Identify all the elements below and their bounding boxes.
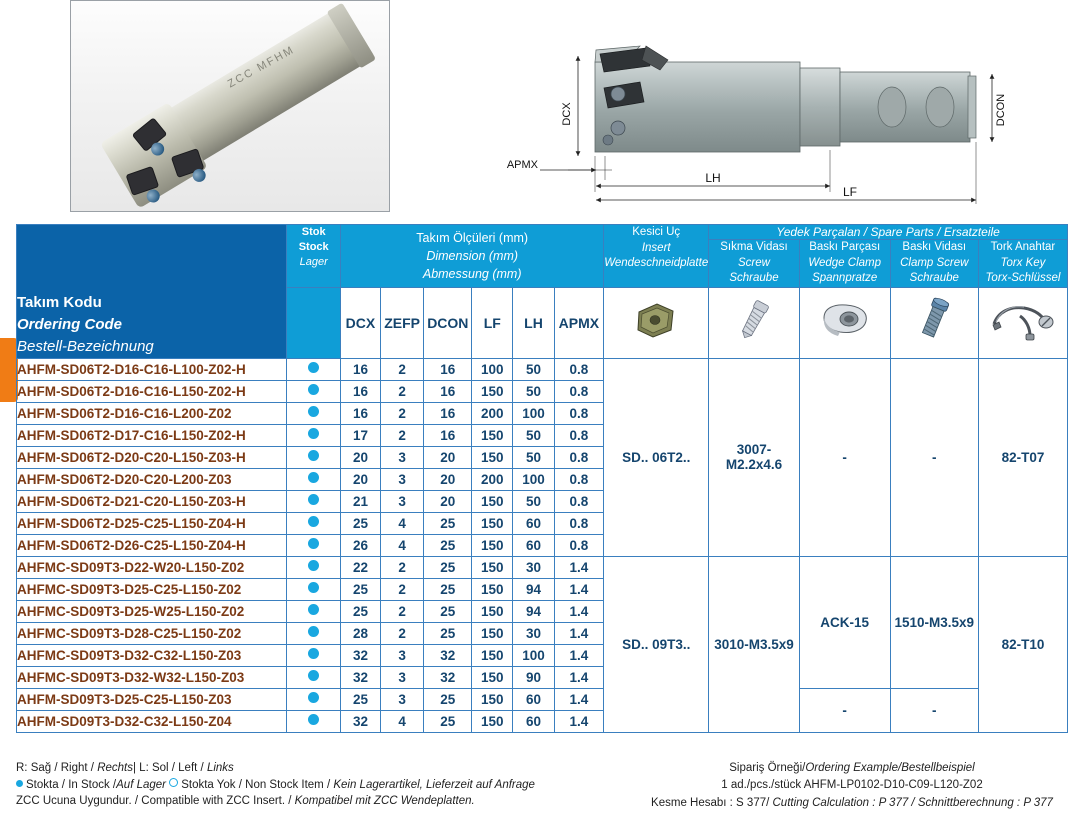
in-stock-dot bbox=[308, 648, 319, 659]
row-zefp: 2 bbox=[380, 358, 424, 380]
clamp-screw-header-de: Schraube bbox=[909, 272, 959, 285]
row-dcx: 25 bbox=[341, 578, 381, 600]
row-apmx: 0.8 bbox=[554, 424, 604, 446]
clamp-screw-header-en: Clamp Screw bbox=[900, 256, 969, 269]
row-lh: 60 bbox=[513, 710, 554, 732]
row-zefp: 4 bbox=[380, 534, 424, 556]
torx-key-picture bbox=[978, 287, 1067, 358]
in-stock-dot bbox=[308, 604, 319, 615]
row-lh: 30 bbox=[513, 556, 554, 578]
group-wedge: - bbox=[799, 688, 890, 732]
dim-label-apmx: APMX bbox=[506, 159, 538, 171]
row-lh: 60 bbox=[513, 534, 554, 556]
row-code[interactable]: AHFM-SD09T3-D25-C25-L150-Z03 bbox=[17, 688, 287, 710]
group-torx-key: 82-T10 bbox=[978, 556, 1067, 732]
row-zefp: 2 bbox=[380, 622, 424, 644]
in-stock-dot bbox=[308, 406, 319, 417]
dimensions-header-de: Abmessung (mm) bbox=[422, 266, 522, 281]
ordering-table bbox=[16, 224, 1068, 733]
group-wedge: ACK-15 bbox=[799, 556, 890, 688]
group-insert: SD.. 06T2.. bbox=[604, 358, 709, 556]
group-torx-key: 82-T07 bbox=[978, 358, 1067, 556]
in-stock-dot bbox=[308, 626, 319, 637]
row-apmx: 0.8 bbox=[554, 490, 604, 512]
cutting-calc-en: Cutting Calculation : P 377 / bbox=[772, 796, 918, 809]
footer-compat-tr: ZCC Ucuna Uygundur. / bbox=[16, 795, 142, 808]
row-zefp: 3 bbox=[380, 468, 424, 490]
in-stock-dot bbox=[308, 538, 319, 549]
dimensions-header-en: Dimension (mm) bbox=[426, 248, 519, 263]
row-apmx: 1.4 bbox=[554, 710, 604, 732]
row-dcon: 25 bbox=[424, 710, 472, 732]
row-stock bbox=[287, 490, 341, 512]
row-zefp: 2 bbox=[380, 578, 424, 600]
ordering-example-value: 1 ad./pcs./stück AHFM-LP0102-D10-C09-L120-Z02 bbox=[721, 779, 983, 792]
in-stock-dot bbox=[308, 472, 319, 483]
footer-nonstock-en: Non Stock Item / bbox=[245, 778, 334, 791]
row-lf: 200 bbox=[472, 468, 513, 490]
clamp-screw-header bbox=[890, 240, 978, 288]
row-stock bbox=[287, 710, 341, 732]
row-lh: 60 bbox=[513, 688, 554, 710]
wedge-clamp-picture bbox=[799, 287, 890, 358]
wedge-header-en: Wedge Clamp bbox=[808, 256, 881, 269]
row-lf: 100 bbox=[472, 358, 513, 380]
row-lh: 94 bbox=[513, 600, 554, 622]
wedge-header-tr: Baskı Parçası bbox=[809, 241, 881, 253]
row-dcx: 32 bbox=[341, 710, 381, 732]
insert-header-en: Insert bbox=[641, 241, 671, 254]
row-dcx: 26 bbox=[341, 534, 381, 556]
row-lf: 150 bbox=[472, 446, 513, 468]
col-apmx: APMX bbox=[554, 287, 604, 358]
footer-compat-de: Kompatibel mit ZCC Wendeplatten. bbox=[294, 795, 475, 808]
footer-stock-note bbox=[16, 777, 576, 794]
technical-drawing-svg bbox=[500, 10, 1060, 210]
row-zefp: 2 bbox=[380, 380, 424, 402]
row-lf: 150 bbox=[472, 622, 513, 644]
row-dcx: 25 bbox=[341, 688, 381, 710]
in-stock-dot bbox=[308, 516, 319, 527]
row-code[interactable]: AHFMC-SD09T3-D32-C32-L150-Z03 bbox=[17, 644, 287, 666]
dim-label-dcx: DCX bbox=[561, 102, 573, 126]
group-screw: 3010-M3.5x9 bbox=[709, 556, 800, 732]
row-dcon: 32 bbox=[424, 666, 472, 688]
cutting-calc-tr: Kesme Hesabı : S 377/ bbox=[651, 796, 773, 809]
ordering-example-tr: Sipariş Örneği/ bbox=[729, 762, 806, 774]
row-apmx: 0.8 bbox=[554, 468, 604, 490]
spare-parts-de: Ersatzteile bbox=[943, 225, 1000, 239]
row-code[interactable]: AHFMC-SD09T3-D25-W25-L150-Z02 bbox=[17, 600, 287, 622]
table-row[interactable] bbox=[17, 688, 1068, 710]
row-dcx: 32 bbox=[341, 644, 381, 666]
screw-header-de: Schraube bbox=[729, 272, 779, 285]
table-header-row-1 bbox=[17, 225, 1068, 240]
group-wedge: - bbox=[799, 358, 890, 556]
row-code[interactable]: AHFM-SD06T2-D25-C25-L150-Z04-H bbox=[17, 512, 287, 534]
clamp-screw-icon bbox=[914, 296, 954, 344]
insert-picture bbox=[604, 287, 709, 358]
row-zefp: 2 bbox=[380, 424, 424, 446]
product-table bbox=[16, 224, 1068, 733]
table-row[interactable] bbox=[17, 358, 1068, 380]
row-code[interactable]: AHFMC-SD09T3-D28-C25-L150-Z02 bbox=[17, 622, 287, 644]
insert-header-de: Wendeschneidplatte bbox=[604, 257, 709, 270]
screw-header bbox=[709, 240, 800, 288]
row-zefp: 3 bbox=[380, 666, 424, 688]
row-dcon: 25 bbox=[424, 512, 472, 534]
col-dcx: DCX bbox=[341, 287, 381, 358]
row-lf: 150 bbox=[472, 600, 513, 622]
screw-icon bbox=[732, 297, 776, 343]
row-dcon: 16 bbox=[424, 380, 472, 402]
row-zefp: 2 bbox=[380, 402, 424, 424]
in-stock-dot bbox=[308, 582, 319, 593]
technical-drawing bbox=[500, 10, 1060, 210]
row-dcon: 20 bbox=[424, 490, 472, 512]
row-stock bbox=[287, 358, 341, 380]
row-lf: 150 bbox=[472, 578, 513, 600]
row-dcx: 20 bbox=[341, 468, 381, 490]
footer-hand-note bbox=[16, 760, 576, 777]
row-lf: 150 bbox=[472, 556, 513, 578]
screw-header-en: Screw bbox=[738, 256, 770, 269]
footer-nonstock-tr: Stokta Yok / bbox=[181, 778, 246, 791]
footer-compat-en: Compatible with ZCC Insert. / bbox=[141, 795, 295, 808]
product-photo bbox=[70, 0, 390, 212]
row-lh: 50 bbox=[513, 424, 554, 446]
row-dcon: 20 bbox=[424, 468, 472, 490]
row-stock bbox=[287, 556, 341, 578]
row-stock bbox=[287, 402, 341, 424]
wedge-header-de: Spannpratze bbox=[812, 272, 878, 285]
row-apmx: 1.4 bbox=[554, 600, 604, 622]
row-apmx: 0.8 bbox=[554, 402, 604, 424]
row-zefp: 3 bbox=[380, 490, 424, 512]
footer-stock-en: In Stock / bbox=[68, 778, 117, 791]
in-stock-dot bbox=[308, 670, 319, 681]
group-screw: 3007-M2.2x4.6 bbox=[709, 358, 800, 556]
row-dcon: 25 bbox=[424, 622, 472, 644]
non-stock-dot-legend bbox=[169, 778, 178, 787]
row-stock bbox=[287, 468, 341, 490]
row-dcx: 16 bbox=[341, 380, 381, 402]
ordering-example-de: Bestellbeispiel bbox=[901, 762, 975, 774]
stock-header bbox=[287, 225, 341, 288]
row-apmx: 1.4 bbox=[554, 666, 604, 688]
dim-label-lf: LF bbox=[842, 185, 858, 199]
row-apmx: 1.4 bbox=[554, 688, 604, 710]
row-stock bbox=[287, 578, 341, 600]
footer-hand-l-de: Links bbox=[206, 762, 234, 774]
footer-stock-de: Auf Lager bbox=[116, 778, 166, 791]
spare-parts-group-header: Yedek Parçalan / Spare Parts / Ersatzteile bbox=[709, 225, 1068, 240]
dim-label-dcon: DCON bbox=[995, 93, 1007, 127]
torx-key-header-tr: Tork Anahtar bbox=[990, 241, 1056, 253]
table-row[interactable] bbox=[17, 556, 1068, 578]
ordering-code-en: Ordering Code bbox=[17, 316, 123, 334]
col-lh: LH bbox=[513, 287, 554, 358]
footer-legend bbox=[16, 760, 576, 810]
row-code[interactable]: AHFM-SD06T2-D26-C25-L150-Z04-H bbox=[17, 534, 287, 556]
ordering-example-en: Ordering Example/ bbox=[805, 762, 902, 774]
row-code[interactable]: AHFM-SD09T3-D32-C32-L150-Z04 bbox=[17, 710, 287, 732]
cutting-calculation-note bbox=[636, 795, 1068, 812]
row-code[interactable]: AHFMC-SD09T3-D32-W32-L150-Z03 bbox=[17, 666, 287, 688]
spare-parts-tr: Yedek Parçalan bbox=[776, 225, 861, 239]
wedge-clamp-icon bbox=[818, 300, 872, 340]
row-dcon: 25 bbox=[424, 600, 472, 622]
row-lh: 60 bbox=[513, 512, 554, 534]
row-lf: 150 bbox=[472, 534, 513, 556]
in-stock-dot bbox=[308, 362, 319, 373]
row-stock bbox=[287, 424, 341, 446]
row-lh: 100 bbox=[513, 402, 554, 424]
row-lf: 200 bbox=[472, 402, 513, 424]
row-stock bbox=[287, 446, 341, 468]
row-dcon: 20 bbox=[424, 446, 472, 468]
row-stock bbox=[287, 534, 341, 556]
ordering-code-header bbox=[17, 225, 287, 359]
footer-compat-note bbox=[16, 793, 576, 810]
footer-hand-de: Rechts bbox=[97, 762, 133, 774]
row-zefp: 3 bbox=[380, 688, 424, 710]
row-code[interactable]: AHFM-SD06T2-D20-C20-L150-Z03-H bbox=[17, 446, 287, 468]
row-dcon: 16 bbox=[424, 424, 472, 446]
row-zefp: 3 bbox=[380, 446, 424, 468]
row-stock bbox=[287, 600, 341, 622]
row-apmx: 0.8 bbox=[554, 446, 604, 468]
row-apmx: 1.4 bbox=[554, 578, 604, 600]
row-zefp: 4 bbox=[380, 512, 424, 534]
row-lh: 30 bbox=[513, 622, 554, 644]
row-zefp: 2 bbox=[380, 556, 424, 578]
row-dcx: 22 bbox=[341, 556, 381, 578]
row-code[interactable]: AHFMC-SD09T3-D22-W20-L150-Z02 bbox=[17, 556, 287, 578]
row-stock bbox=[287, 644, 341, 666]
row-code[interactable]: AHFM-SD06T2-D16-C16-L150-Z02-H bbox=[17, 380, 287, 402]
row-code[interactable]: AHFMC-SD09T3-D25-C25-L150-Z02 bbox=[17, 578, 287, 600]
row-lh: 50 bbox=[513, 380, 554, 402]
stock-header-en: Stock bbox=[298, 240, 329, 253]
row-dcx: 20 bbox=[341, 446, 381, 468]
row-apmx: 0.8 bbox=[554, 512, 604, 534]
row-lf: 150 bbox=[472, 380, 513, 402]
in-stock-dot bbox=[308, 714, 319, 725]
group-clamp-screw: - bbox=[890, 688, 978, 732]
row-lf: 150 bbox=[472, 644, 513, 666]
wedge-clamp-header bbox=[799, 240, 890, 288]
row-lf: 150 bbox=[472, 424, 513, 446]
row-dcx: 25 bbox=[341, 512, 381, 534]
footer-hand-l: | L: Sol / Left / bbox=[132, 762, 207, 774]
row-lf: 150 bbox=[472, 688, 513, 710]
screw-header-tr: Sıkma Vidası bbox=[720, 241, 788, 253]
ordering-code-tr: Takım Kodu bbox=[17, 293, 102, 311]
row-stock bbox=[287, 622, 341, 644]
row-dcx: 16 bbox=[341, 358, 381, 380]
row-lf: 150 bbox=[472, 490, 513, 512]
row-lh: 100 bbox=[513, 468, 554, 490]
row-dcx: 32 bbox=[341, 666, 381, 688]
row-dcx: 28 bbox=[341, 622, 381, 644]
row-dcon: 25 bbox=[424, 556, 472, 578]
row-lh: 90 bbox=[513, 666, 554, 688]
row-dcx: 17 bbox=[341, 424, 381, 446]
row-lh: 50 bbox=[513, 358, 554, 380]
row-apmx: 0.8 bbox=[554, 358, 604, 380]
clamp-screw-header-tr: Baskı Vidası bbox=[902, 241, 967, 253]
insert-header-tr: Kesici Uç bbox=[632, 226, 681, 238]
torx-key-icon bbox=[990, 298, 1056, 342]
row-dcon: 25 bbox=[424, 534, 472, 556]
cutting-calc-de: Schnittberechnung : P 377 bbox=[917, 796, 1053, 809]
dimensions-header bbox=[341, 225, 604, 288]
row-lh: 94 bbox=[513, 578, 554, 600]
stock-subheader-spacer bbox=[287, 287, 341, 358]
row-code[interactable]: AHFM-SD06T2-D17-C16-L150-Z02-H bbox=[17, 424, 287, 446]
row-lf: 150 bbox=[472, 666, 513, 688]
col-zefp: ZEFP bbox=[380, 287, 424, 358]
dimensions-header-tr: Takım Ölçüleri (mm) bbox=[416, 230, 529, 245]
in-stock-dot bbox=[308, 560, 319, 571]
in-stock-dot-legend bbox=[16, 780, 23, 787]
footer-hand-tr: R: Sağ / Right / bbox=[16, 762, 98, 774]
row-zefp: 4 bbox=[380, 710, 424, 732]
clamp-screw-picture bbox=[890, 287, 978, 358]
in-stock-dot bbox=[308, 428, 319, 439]
torx-key-header bbox=[978, 240, 1067, 288]
row-apmx: 0.8 bbox=[554, 380, 604, 402]
insert-header bbox=[604, 225, 709, 288]
row-stock bbox=[287, 688, 341, 710]
stock-header-tr: Stok bbox=[301, 226, 326, 238]
footer-nonstock-de: Kein Lagerartikel, Lieferzeit auf Anfrage bbox=[333, 778, 535, 791]
row-dcx: 16 bbox=[341, 402, 381, 424]
col-dcon: DCON bbox=[424, 287, 472, 358]
footer-ordering-example bbox=[636, 760, 1068, 812]
row-stock bbox=[287, 380, 341, 402]
col-lf: LF bbox=[472, 287, 513, 358]
group-clamp-screw: 1510-M3.5x9 bbox=[890, 556, 978, 688]
torx-key-header-en: Torx Key bbox=[1000, 256, 1046, 269]
row-dcon: 25 bbox=[424, 578, 472, 600]
row-lf: 150 bbox=[472, 512, 513, 534]
row-dcon: 32 bbox=[424, 644, 472, 666]
row-stock bbox=[287, 512, 341, 534]
row-dcx: 21 bbox=[341, 490, 381, 512]
row-code[interactable]: AHFM-SD06T2-D16-C16-L200-Z02 bbox=[17, 402, 287, 424]
row-dcx: 25 bbox=[341, 600, 381, 622]
row-lh: 100 bbox=[513, 644, 554, 666]
row-apmx: 1.4 bbox=[554, 644, 604, 666]
row-apmx: 1.4 bbox=[554, 556, 604, 578]
group-clamp-screw: - bbox=[890, 358, 978, 556]
ordering-example-title bbox=[636, 760, 1068, 777]
torx-key-header-de: Torx-Schlüssel bbox=[985, 272, 1061, 285]
row-lh: 50 bbox=[513, 490, 554, 512]
in-stock-dot bbox=[308, 692, 319, 703]
row-code[interactable]: AHFM-SD06T2-D20-C20-L200-Z03 bbox=[17, 468, 287, 490]
ordering-code-de: Bestell-Bezeichnung bbox=[17, 337, 154, 355]
row-code[interactable]: AHFM-SD06T2-D21-C20-L150-Z03-H bbox=[17, 490, 287, 512]
group-insert: SD.. 09T3.. bbox=[604, 556, 709, 732]
row-zefp: 2 bbox=[380, 600, 424, 622]
top-illustration-area bbox=[0, 0, 1085, 218]
row-apmx: 0.8 bbox=[554, 534, 604, 556]
spare-parts-en: Spare Parts bbox=[870, 225, 934, 239]
row-lf: 150 bbox=[472, 710, 513, 732]
stock-header-de: Lager bbox=[299, 255, 328, 268]
row-stock bbox=[287, 666, 341, 688]
row-dcon: 16 bbox=[424, 402, 472, 424]
row-dcon: 25 bbox=[424, 688, 472, 710]
in-stock-dot bbox=[308, 384, 319, 395]
in-stock-dot bbox=[308, 494, 319, 505]
footer-stock-tr: Stokta / bbox=[26, 778, 69, 791]
row-apmx: 1.4 bbox=[554, 622, 604, 644]
row-code[interactable]: AHFM-SD06T2-D16-C16-L100-Z02-H bbox=[17, 358, 287, 380]
screw-picture bbox=[709, 287, 800, 358]
dim-label-lh: LH bbox=[705, 171, 721, 185]
row-dcon: 16 bbox=[424, 358, 472, 380]
insert-icon bbox=[633, 300, 679, 340]
in-stock-dot bbox=[308, 450, 319, 461]
row-zefp: 3 bbox=[380, 644, 424, 666]
row-lh: 50 bbox=[513, 446, 554, 468]
tool-engraving: ZCC MFHM bbox=[225, 43, 297, 91]
